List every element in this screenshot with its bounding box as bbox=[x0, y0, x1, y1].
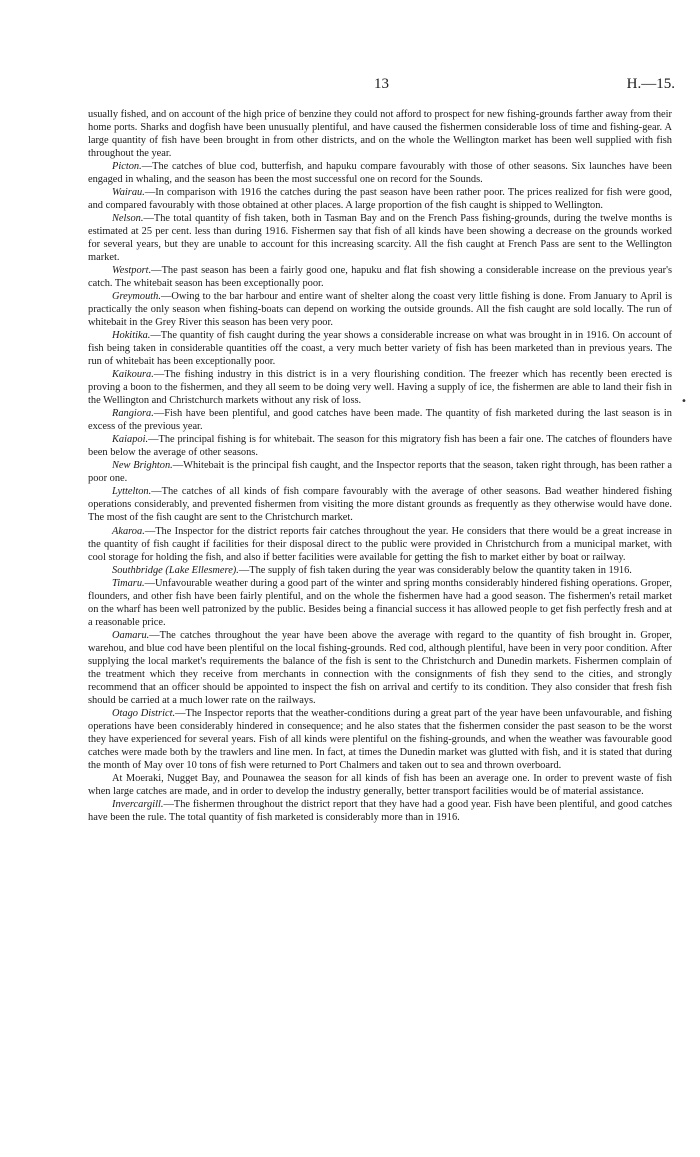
southbridge-paragraph bbox=[88, 564, 672, 577]
paragraph-text: —The catches throughout the year have been above the average with regard to the quantity of fish brought in. Groper, warehou, and blue cod have been plentiful on the local fishing-grounds. Red cod, although plentiful, have been in very poor condition. After supplying the local market's requirements the balance of the fish is sent to the Christchurch and Dunedin markets. Fishermen complain of the treatment which they receive from merchants in connection with the consignments of fish they send to the cities, and strongly recommend that an officer should be appointed to inspect the fish on arrival and certify to its condition. They also consider that fresh fish should be carried at a much lower rate on the railways. bbox=[88, 629, 672, 706]
place-name: New Brighton. bbox=[112, 460, 173, 472]
place-name: Kaikoura. bbox=[112, 369, 154, 381]
place-name: Hokitika. bbox=[112, 330, 151, 342]
nelson-paragraph bbox=[88, 212, 672, 264]
paragraph-text: —The catches of all kinds of fish compare favourably with the average of other seasons. Bad weather hindered fishing operations considerably, and prevented fishermen from visiting the more distant grounds as frequently as they otherwise would have done. The most of the fish caught are sent to the Christchurch market. bbox=[88, 486, 672, 524]
place-name: Oamaru. bbox=[112, 629, 150, 641]
rangiora-paragraph bbox=[88, 407, 672, 433]
paragraph-text: —Whitebait is the principal fish caught, and the Inspector reports that the season, taken right through, has been rather a poor one. bbox=[88, 460, 672, 485]
paragraph-text: —The quantity of fish caught during the year shows a considerable increase on what was brought in in 1916. On account of fish being taken in considerable quantities off the coast, a very much better variety of fish has been marketed than in previous years. The run of whitebait has been exceptionally poor. bbox=[88, 330, 672, 368]
place-name: Southbridge (Lake Ellesmere). bbox=[112, 564, 239, 576]
place-name: Akaroa. bbox=[112, 525, 145, 537]
akaroa-paragraph bbox=[88, 525, 672, 564]
paragraph-text: —The Inspector reports that the weather-conditions during a great part of the year have been unfavourable, and fishing operations have been considerably hindered in consequence; and he also states that the fishermen consider the past season to be the worst they have experienced for several years. Fish of all kinds were plentiful on the fishing-grounds, and when the weather was favourable good catches were made both by the trawlers and line men. In fact, at times the Dunedin market was glutted with fish, and it is stated that during the month of May over 10 tons of fish were returned to Port Chalmers and taken out to sea and thrown overboard. bbox=[88, 707, 672, 771]
kaikoura-paragraph bbox=[88, 368, 672, 407]
place-name: Rangiora. bbox=[112, 408, 154, 420]
picton-paragraph bbox=[88, 160, 672, 186]
paragraph-text: —The principal fishing is for whitebait. The season for this migratory fish has been a fair one. The catches of flounders have been below the average of other seasons. bbox=[88, 434, 672, 459]
paragraph-text: —The catches of blue cod, butterfish, and hapuku compare favourably with those of other seasons. Six launches have been engaged in whaling, and the season has been the most successful one on record for the Sounds. bbox=[88, 161, 672, 186]
paragraph-text: —Fish have been plentiful, and good catches have been made. The quantity of fish marketed during the last season is in excess of the previous year. bbox=[88, 408, 672, 433]
margin-bullet-icon: • bbox=[681, 396, 687, 407]
oamaru-paragraph bbox=[88, 629, 672, 707]
paragraph-text: —Unfavourable weather during a good part of the winter and spring months considerably hindered fishing operations. Groper, flounders, and other fish have been fairly plentiful, and on the whole the fishermen have had a good season. The fishermen's retail market on the wharf has been well patronized by the public. Besides being a financial success it has allowed people to get fish perfectly fresh and at a reasonable price. bbox=[88, 577, 672, 628]
body-text bbox=[88, 108, 672, 824]
wairau-paragraph bbox=[88, 186, 672, 212]
paragraph-text: —The total quantity of fish taken, both in Tasman Bay and on the French Pass fishing-grounds, during the twelve months is estimated at 25 per cent. less than during 1916. Fishermen say that fish of all kinds have been showing a decrease on the grounds worked for several years, but they are unable to account for this increasing scarcity. All the fish caught at French Pass are sent to the Wellington market. bbox=[88, 213, 672, 264]
greymouth-paragraph bbox=[88, 290, 672, 329]
paragraph-text: —The past season has been a fairly good one, hapuku and flat fish showing a considerable increase on the previous year's catch. The whitebait season has been exceptionally poor. bbox=[88, 265, 672, 290]
page-header bbox=[88, 76, 675, 96]
report-reference: H.—15. bbox=[626, 76, 675, 92]
place-name: Timaru. bbox=[112, 577, 145, 589]
paragraph-text: —The fishermen throughout the district report that they have had a good year. Fish have been plentiful, and good catches have been the rule. The total quantity of fish marketed is considerably more than in 1916. bbox=[88, 798, 672, 823]
hokitika-paragraph bbox=[88, 329, 672, 368]
page-number: 13 bbox=[374, 76, 389, 92]
paragraph-text: —Owing to the bar harbour and entire want of shelter along the coast very little fishing is done. From January to April is practically the only season when fishing-boats can depend on working the outside grounds. All the fish caught are sold locally. The run of whitebait in the Grey River this season has been very poor. bbox=[88, 291, 672, 329]
kaiapoi-paragraph bbox=[88, 433, 672, 459]
paragraph-text: —The Inspector for the district reports fair catches throughout the year. He considers that there would be a great increase in the quantity of fish caught if facilities for their disposal direct to the public were provided in Christchurch from a municipal market, with cool storage for holding the fish, and also if better facilities were available for getting the fish to market either by boat or railway. bbox=[88, 525, 672, 563]
place-name: Lyttelton. bbox=[112, 486, 152, 498]
otago-paragraph bbox=[88, 707, 672, 772]
place-name: Greymouth. bbox=[112, 291, 161, 303]
lyttelton-paragraph bbox=[88, 485, 672, 524]
paragraph-text: —In comparison with 1916 the catches during the past season have been rather poor. The prices realized for fish were good, and compared favourably with those obtained at other places. A large proportion of the fish caught is shipped to Wellington. bbox=[88, 187, 672, 212]
place-name: Wairau. bbox=[112, 187, 145, 199]
place-name: Westport. bbox=[112, 265, 152, 277]
place-name: Nelson. bbox=[112, 213, 144, 225]
place-name: Otago District. bbox=[112, 707, 176, 719]
westport-paragraph bbox=[88, 264, 672, 290]
invercargill-paragraph bbox=[88, 798, 672, 824]
place-name: Kaiapoi. bbox=[112, 434, 149, 446]
timaru-paragraph bbox=[88, 577, 672, 629]
intro-paragraph: usually fished, and on account of the high price of benzine they could not afford to prospect for new fishing-grounds farther away from their home ports. Sharks and dogfish have been unusually plentiful, and have caused the fishermen considerable loss of time and fishing-gear. A large quantity of fish have been brought in from other districts, and on the whole the Wellington market has been well supplied with fish throughout the year. bbox=[88, 109, 672, 160]
paragraph-text: —The supply of fish taken during the year was considerably below the quantity taken in 1916. bbox=[238, 564, 632, 576]
moeraki-paragraph: At Moeraki, Nugget Bay, and Pounawea the season for all kinds of fish has been an average one. In order to prevent waste of fish when large catches are made, and in order to develop the industry generally, better transport facilities would be of material assistance. bbox=[88, 772, 672, 797]
new-brighton-paragraph bbox=[88, 459, 672, 485]
paragraph-text: —The fishing industry in this district is in a very flourishing condition. The freezer which has recently been erected is proving a boon to the fishermen, and they all seem to be doing very well. Having a supply of ice, the fishermen are able to land their fish in the Wellington and Christchurch markets without any risk of loss. bbox=[88, 369, 672, 407]
place-name: Picton. bbox=[112, 161, 142, 173]
place-name: Invercargill. bbox=[112, 798, 164, 810]
